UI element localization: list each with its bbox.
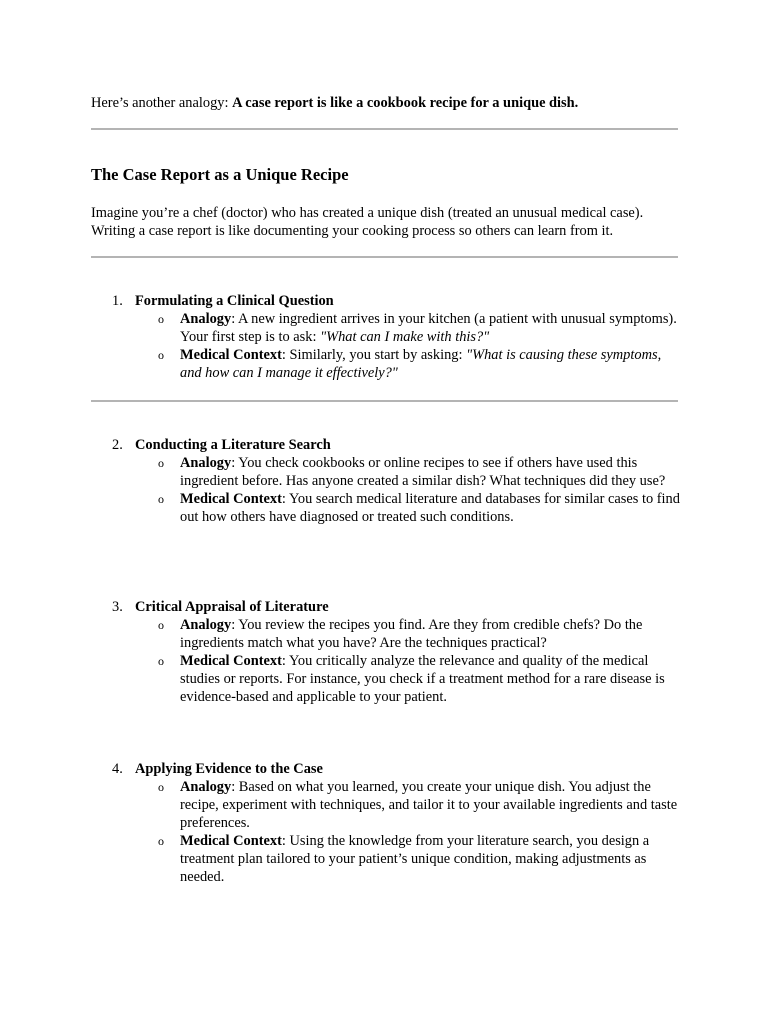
medical-context-label: Medical Context (180, 653, 282, 669)
bullet-icon: o (158, 618, 164, 632)
horizontal-rule (91, 128, 678, 130)
medical-context-text: : You critically analyze the relevance and quality of the medical studies or reports. For instance, you check if a treatment method for a rare disease is evidence-based and applicable to your patient. (180, 653, 665, 705)
list-item-2 (91, 436, 681, 526)
bullet-icon: o (158, 348, 164, 362)
bullet-icon: o (158, 456, 164, 470)
analogy-text: : Based on what you learned, you create your unique dish. You adjust the recipe, experiment with techniques, and tailor it to your available ingredients and taste preferences. (180, 779, 678, 831)
intro-paragraph: Imagine you’re a chef (doctor) who has created a unique dish (treated an unusual medical case). Writing a case report is like documenting your cooking process so others can learn from it. (91, 205, 644, 239)
item-number: 3. (112, 599, 123, 615)
bullet-icon: o (158, 312, 164, 326)
horizontal-rule (91, 400, 678, 402)
list-item-1 (91, 292, 681, 382)
item-number: 2. (112, 437, 123, 453)
list-item-3 (91, 598, 681, 706)
analogy-text: : You review the recipes you find. Are they from credible chefs? Do the ingredients match what you have? Are the techniques practical? (180, 617, 643, 651)
analogy-label: Analogy (180, 311, 232, 327)
item-title: Critical Appraisal of Literature (135, 599, 329, 615)
medical-context-label: Medical Context (180, 833, 282, 849)
medical-context-quote: "What is causing these symptoms, and how can I manage it effectively?" (180, 347, 662, 381)
intro-bold: A case report is like a cookbook recipe for a unique dish. (232, 95, 579, 111)
medical-context-bullet (91, 652, 681, 706)
analogy-bullet (91, 454, 681, 490)
analogy-text: : You check cookbooks or online recipes to see if others have used this ingredient before. Has anyone created a similar dish? What techniques did they use? (180, 455, 666, 489)
analogy-label: Analogy (180, 617, 232, 633)
intro-line (91, 94, 578, 112)
medical-context-bullet (91, 490, 681, 526)
analogy-bullet (91, 778, 681, 832)
medical-context-text: : You search medical literature and databases for similar cases to find out how others have diagnosed or treated such conditions. (180, 491, 680, 525)
item-title-row (91, 760, 681, 778)
intro-prefix: Here’s another analogy: (91, 95, 233, 111)
item-title-row (91, 292, 681, 310)
medical-context-bullet (91, 346, 681, 382)
item-title-row (91, 436, 681, 454)
medical-context-label: Medical Context (180, 347, 282, 363)
medical-context-label: Medical Context (180, 491, 282, 507)
analogy-bullet (91, 310, 681, 346)
bullet-icon: o (158, 780, 164, 794)
medical-context-text: : Using the knowledge from your literature search, you design a treatment plan tailored to your patient’s unique condition, making adjustments as needed. (180, 833, 650, 885)
item-title-row (91, 598, 681, 616)
analogy-label: Analogy (180, 779, 232, 795)
medical-context-text: : Similarly, you start by asking: (281, 347, 467, 363)
bullet-icon: o (158, 492, 164, 506)
analogy-label: Analogy (180, 455, 232, 471)
section-heading: The Case Report as a Unique Recipe (91, 165, 349, 184)
bullet-icon: o (158, 834, 164, 848)
horizontal-rule (91, 256, 678, 258)
list-item-4 (91, 760, 681, 886)
item-title: Applying Evidence to the Case (135, 761, 323, 777)
item-number: 4. (112, 761, 123, 777)
item-title: Formulating a Clinical Question (135, 293, 334, 309)
medical-context-bullet (91, 832, 681, 886)
analogy-bullet (91, 616, 681, 652)
bullet-icon: o (158, 654, 164, 668)
analogy-text: : A new ingredient arrives in your kitchen (a patient with unusual symptoms). Your first step is to ask: (180, 311, 677, 345)
item-title: Conducting a Literature Search (135, 437, 331, 453)
analogy-quote: "What can I make with this?" (320, 329, 490, 345)
item-number: 1. (112, 293, 123, 309)
